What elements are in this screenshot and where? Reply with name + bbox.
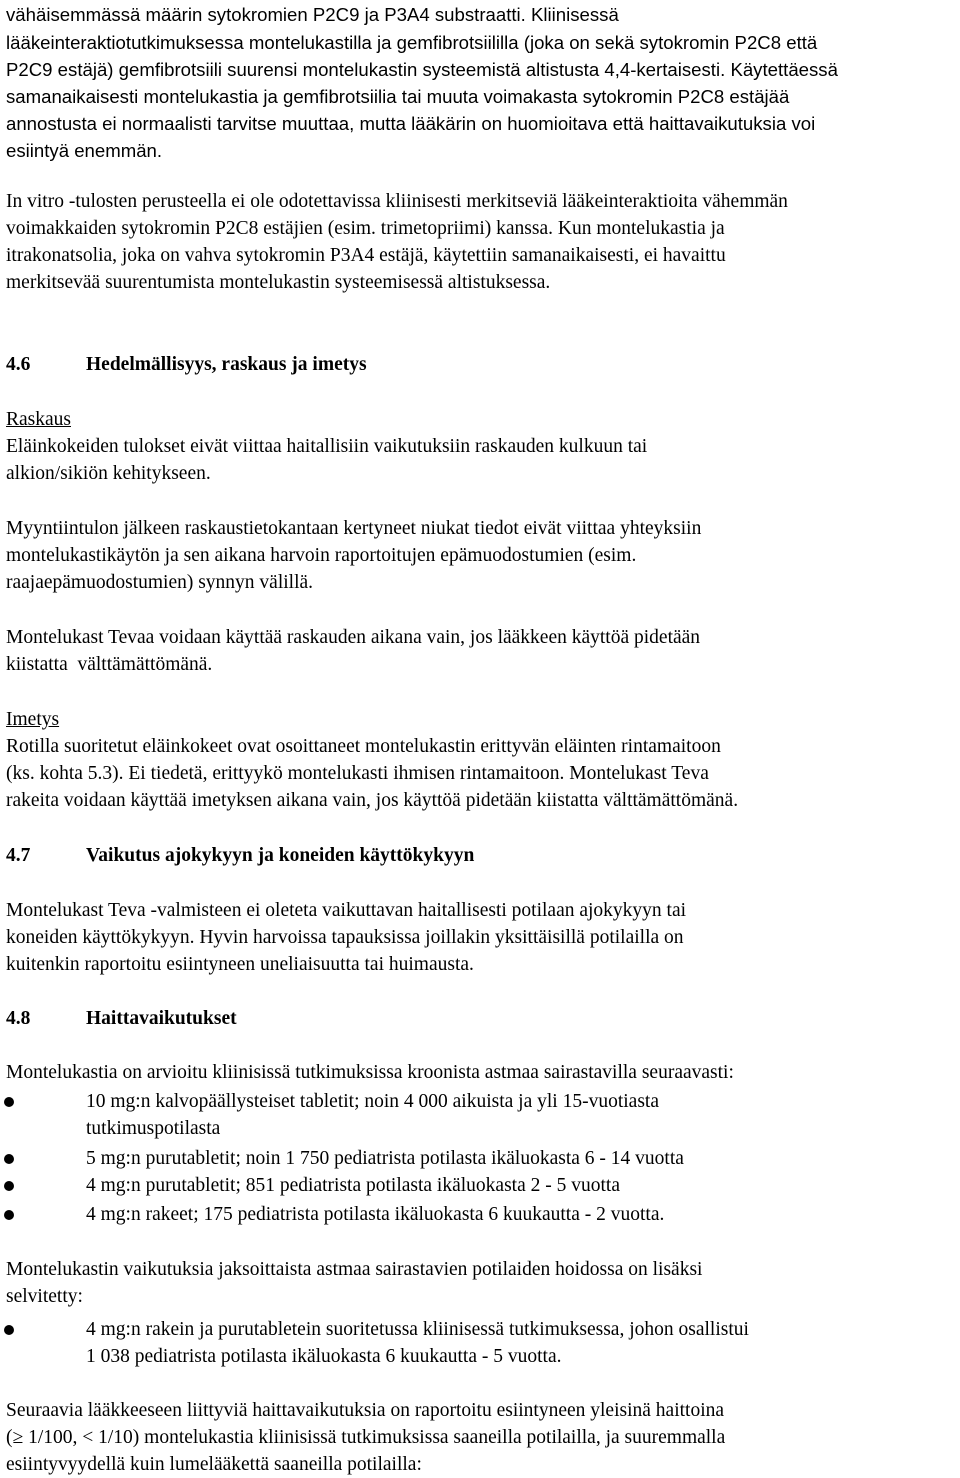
section-heading-4-7 [6,842,474,869]
text-line: raajaepämuodostumien) synnyn välillä. [6,572,314,593]
text-line: samanaikaisesti montelukastia ja gemfibrotsiilia tai muuta voimakasta sytokromin P2C8 estäjää [6,86,790,107]
text-line: kiistatta välttämättömänä. [6,654,213,675]
section-number: 4.6 [6,354,31,375]
text-line: (ks. kohta 5.3). Ei tiedetä, erittyykö montelukasti ihmisen rintamaitoon. Montelukast Teva [6,763,709,784]
raskaus-heading: Raskaus [6,409,71,430]
list-item-continuation: 1 038 pediatrista potilasta ikäluokasta 6 kuukautta - 5 vuotta. [86,1346,562,1367]
text-line: Montelukast Teva -valmisteen ei oleteta vaikuttavan haitallisesti potilaan ajokykyyn tai [6,900,687,921]
text-line: Montelukastia on arvioitu kliinisissä tutkimuksissa kroonista astmaa sairastavilla seuraavasti: [6,1062,734,1083]
text-line: lääkeinteraktiotutkimuksessa montelukastilla ja gemfibrotsiililla (joka on sekä sytokromin P2C8 että [6,32,818,53]
text-line: selvitetty: [6,1286,83,1307]
bullet-icon [4,1325,14,1335]
text-line: P2C9 estäjä) gemfibrotsiili suurensi montelukastin systeemistä altistusta 4,4-kertaisesti. Käytettäessä [6,59,838,80]
section-title: Vaikutus ajokykyyn ja koneiden käyttökykyyn [86,845,475,866]
section-heading-4-8 [6,1005,237,1032]
bullet-icon [4,1181,14,1191]
text-line: esiintyvyydellä kuin lumelääkettä saaneilla potilailla: [6,1454,422,1475]
list-item: 10 mg:n kalvopäällysteiset tabletit; noin 4 000 aikuista ja yli 15-vuotiasta [86,1091,659,1112]
text-line: annostusta ei normaalisti tarvitse muuttaa, mutta lääkärin on huomioitava että haittavaikutuksia voi [6,113,816,134]
section-heading-4-6 [6,351,367,378]
text-line: Rotilla suoritetut eläinkokeet ovat osoittaneet montelukastin erittyvän eläinten rintamaitoon [6,736,721,757]
section-title: Haittavaikutukset [86,1008,237,1029]
section-number: 4.7 [6,845,31,866]
text-line: Montelukast Tevaa voidaan käyttää raskauden aikana vain, jos lääkkeen käyttöä pidetään [6,627,701,648]
text-line: In vitro -tulosten perusteella ei ole odotettavissa kliinisesti merkitseviä lääkeinteraktioita vähemmän [6,191,788,212]
list-item: 5 mg:n purutabletit; noin 1 750 pediatrista potilasta ikäluokasta 6 - 14 vuotta [86,1148,684,1169]
text-line: Montelukastin vaikutuksia jaksoittaista astmaa sairastavien potilaiden hoidossa on lisäksi [6,1259,703,1280]
bullet-icon [4,1097,14,1107]
list-item: 4 mg:n purutabletit; 851 pediatrista potilasta ikäluokasta 2 - 5 vuotta [86,1175,620,1196]
text-line: Seuraavia lääkkeeseen liittyviä haittavaikutuksia on raportoitu esiintyneen yleisinä haittoina [6,1400,725,1421]
bullet-icon [4,1154,14,1164]
text-line: esiintyä enemmän. [6,140,163,161]
text-line: Eläinkokeiden tulokset eivät viittaa haitallisiin vaikutuksiin raskauden kulkuun tai [6,436,648,457]
text-line: rakeita voidaan käyttää imetyksen aikana vain, jos käyttöä pidetään kiistatta välttämättömänä. [6,790,739,811]
imetys-heading: Imetys [6,709,60,730]
list-item: 4 mg:n rakein ja purutabletein suoritetussa kliinisessä tutkimuksessa, johon osallistui [86,1319,749,1340]
list-item: 4 mg:n rakeet; 175 pediatrista potilasta ikäluokasta 6 kuukautta - 2 vuotta. [86,1204,665,1225]
section-title: Hedelmällisyys, raskaus ja imetys [86,354,367,375]
text-line: kuitenkin raportoitu esiintyneen uneliaisuutta tai huimausta. [6,954,474,975]
list-item-continuation: tutkimuspotilasta [86,1118,221,1139]
text-line: voimakkaiden sytokromin P2C8 estäjien (esim. trimetopriimi) kanssa. Kun montelukastia ja [6,218,725,239]
text-line: vähäisemmässä määrin sytokromien P2C9 ja P3A4 substraatti. Kliinisessä [6,4,619,25]
bullet-icon [4,1210,14,1220]
text-line: Myyntiintulon jälkeen raskaustietokantaan kertyneet niukat tiedot eivät viittaa yhteyksiin [6,518,702,539]
section-number: 4.8 [6,1008,31,1029]
text-line: alkion/sikiön kehitykseen. [6,463,211,484]
text-line: montelukastikäytön ja sen aikana harvoin raportoitujen epämuodostumien (esim. [6,545,637,566]
text-line: (≥ 1/100, < 1/10) montelukastia kliinisissä tutkimuksissa saaneilla potilailla, ja suuremmalla [6,1427,726,1448]
text-line: koneiden käyttökykyyn. Hyvin harvoissa tapauksissa joillakin yksittäisillä potilailla on [6,927,684,948]
text-line: itrakonatsolia, joka on vahva sytokromin P3A4 estäjä, käytettiin samanaikaisesti, ei havaittu [6,245,726,266]
text-line: merkitsevää suurentumista montelukastin systeemisessä altistuksessa. [6,272,551,293]
